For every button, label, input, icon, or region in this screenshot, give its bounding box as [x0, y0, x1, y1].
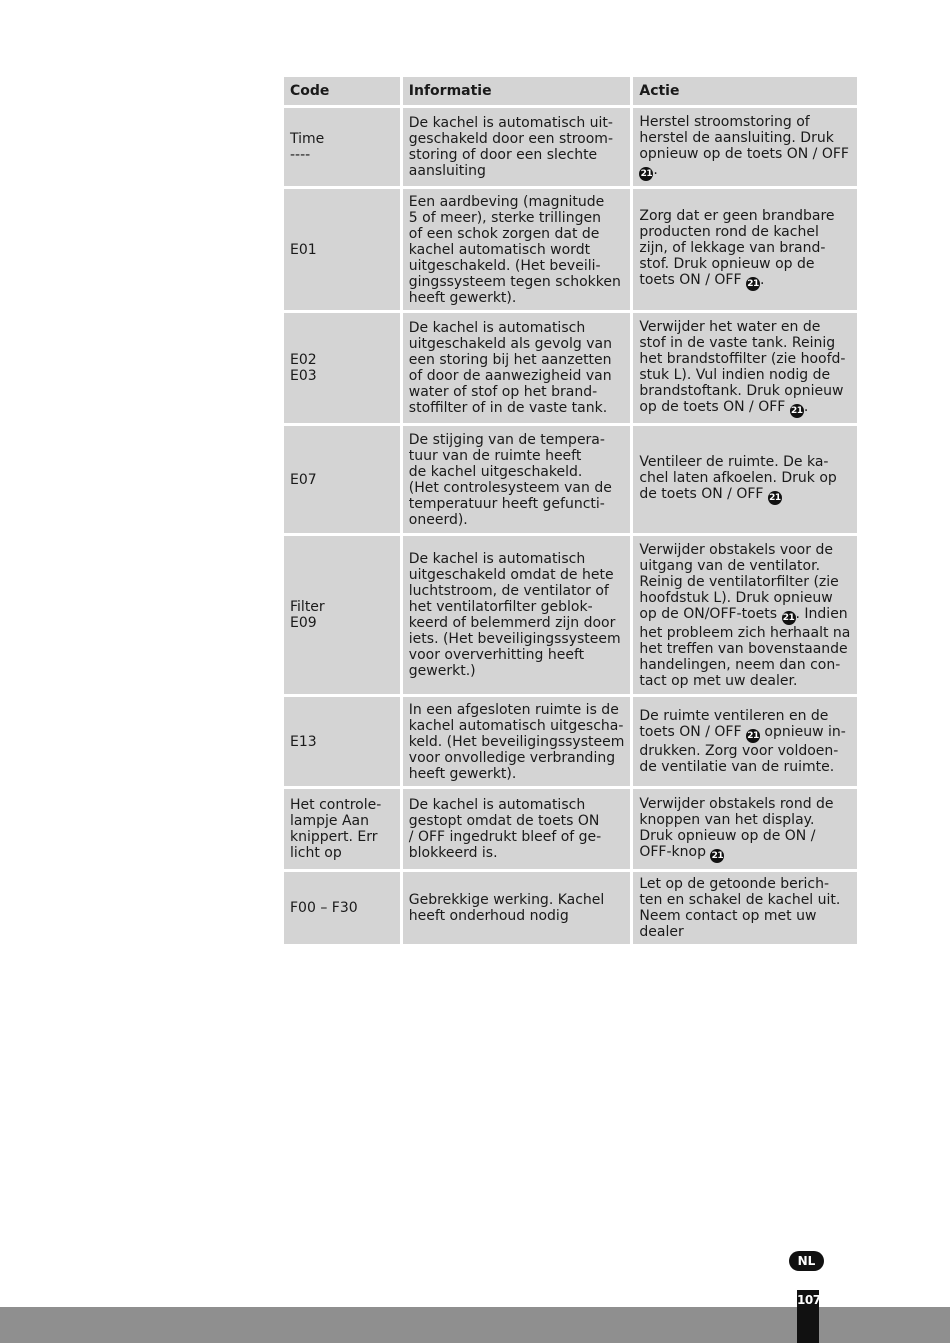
code-cell — [284, 697, 400, 786]
action-after-line: tact op met uw dealer. — [639, 672, 798, 689]
info-line: water of stof op het brand- — [408, 384, 598, 400]
header-code: Code — [284, 77, 400, 105]
language-badge: NL — [789, 1251, 824, 1271]
action-cell — [633, 536, 857, 694]
action-line — [639, 367, 851, 383]
action-text: Neem contact op met uw — [639, 908, 817, 924]
table-row — [284, 426, 857, 533]
button-21-reference-icon: 21 — [791, 405, 803, 416]
action-line — [639, 256, 851, 272]
action-text: Verwijder obstakels rond de — [639, 795, 834, 812]
info-cell — [403, 108, 631, 186]
info-line: voor onvolledige verbranding — [408, 749, 616, 766]
action-line — [639, 558, 851, 574]
action-text: Herstel stroomstoring of — [639, 113, 810, 130]
code-cell — [284, 313, 400, 423]
info-line: storing of door een slechte — [408, 147, 598, 163]
info-line: (Het controlesysteem van de — [408, 479, 612, 496]
info-cell — [403, 872, 631, 944]
action-line — [639, 399, 851, 418]
info-line: stoffilter of in de vaste tank. — [408, 400, 608, 416]
code-cell — [284, 189, 400, 310]
button-21-reference-icon: 21 — [711, 850, 724, 861]
action-line — [639, 844, 851, 863]
action-text: toets ON / OFF — [639, 272, 742, 288]
info-line: Een aardbeving (magnitude — [408, 193, 605, 210]
info-line: temperatuur heeft gefuncti- — [408, 495, 605, 512]
info-line: oneerd). — [408, 511, 468, 528]
info-cell — [403, 789, 631, 869]
code-line: lampje Aan — [290, 813, 369, 829]
action-text: op de toets ON / OFF — [639, 398, 786, 415]
action-line — [639, 383, 851, 399]
action-text: Verwijder obstakels voor de — [639, 541, 833, 558]
action-text: dealer — [639, 924, 684, 940]
info-line: De stijging van de tempera- — [408, 431, 605, 448]
code-cell — [284, 872, 400, 944]
button-21-reference-icon: 21 — [747, 731, 759, 741]
info-line: of door de aanwezigheid van — [408, 368, 612, 384]
info-line: geschakeld door een stroom- — [408, 131, 613, 147]
action-text: herstel de aansluiting. Druk — [639, 129, 834, 146]
info-line: In een afgesloten ruimte is de — [408, 701, 619, 718]
table-row — [284, 536, 857, 694]
action-text: OFF-knop — [639, 843, 706, 860]
action-line — [639, 812, 851, 828]
code-line: knippert. Err — [290, 829, 378, 845]
action-text: ten en schakel de kachel uit. — [639, 892, 841, 908]
action-line — [639, 574, 851, 590]
code-line: E03 — [290, 368, 317, 384]
code-line: E07 — [290, 471, 317, 488]
action-tail: . — [803, 398, 809, 415]
action-line — [639, 130, 851, 146]
info-cell — [403, 536, 631, 694]
info-line: de kachel uitgeschakeld. — [408, 463, 583, 480]
info-cell — [403, 313, 631, 423]
info-line: uitgeschakeld omdat de hete — [408, 567, 614, 583]
code-line: E09 — [290, 615, 317, 631]
info-line: heeft gewerkt). — [408, 289, 517, 306]
action-line — [639, 162, 851, 181]
action-line — [639, 542, 851, 558]
info-line: heeft onderhoud nodig — [408, 908, 569, 924]
action-cell — [633, 426, 857, 533]
action-cell — [633, 872, 857, 944]
action-text: De ruimte ventileren en de — [639, 708, 829, 724]
action-cell — [633, 108, 857, 186]
action-line — [639, 335, 851, 351]
info-line: De kachel is automatisch — [408, 797, 586, 813]
action-cell — [633, 697, 857, 786]
button-21-reference-icon: 21 — [640, 168, 653, 179]
info-line: blokkeerd is. — [408, 845, 498, 861]
code-line: E02 — [290, 352, 317, 368]
info-line: kachel automatisch uitgescha- — [408, 717, 624, 734]
table-row — [284, 697, 857, 786]
info-line: Gebrekkige werking. Kachel — [408, 892, 605, 908]
info-line: tuur van de ruimte heeft — [408, 447, 582, 464]
action-text: Ventileer de ruimte. De ka- — [639, 454, 829, 470]
table-row — [284, 872, 857, 944]
action-after-line: het probleem zich herhaalt na — [639, 624, 851, 641]
action-after-line: drukken. Zorg voor voldoen- — [639, 743, 839, 759]
code-line: licht op — [290, 845, 342, 861]
action-text: brandstoftank. Druk opnieuw — [639, 382, 844, 399]
action-cell — [633, 313, 857, 423]
action-text: stof. Druk opnieuw op de — [639, 256, 815, 272]
action-text: producten rond de kachel — [639, 224, 819, 240]
code-cell — [284, 426, 400, 533]
action-line — [639, 924, 851, 940]
action-tail: . — [759, 272, 765, 288]
header-informatie: Informatie — [403, 77, 631, 105]
action-line — [639, 272, 851, 291]
info-line: / OFF ingedrukt bleef of ge- — [408, 829, 602, 845]
code-cell — [284, 789, 400, 869]
info-line: gewerkt.) — [408, 663, 476, 679]
action-cell — [633, 789, 857, 869]
table-row — [284, 313, 857, 423]
action-text: hoofdstuk L). Druk opnieuw — [639, 589, 833, 606]
table-body — [284, 108, 857, 944]
action-line — [639, 454, 851, 470]
table-row — [284, 108, 857, 186]
header-actie: Actie — [633, 77, 857, 105]
code-line: Time — [290, 131, 325, 147]
info-line: uitgeschakeld. (Het beveili- — [408, 257, 601, 274]
action-text: knoppen van het display. — [639, 811, 815, 828]
action-after-line: handelingen, neem dan con- — [639, 656, 841, 673]
action-after-line: het treffen van bovenstaande — [639, 640, 848, 657]
info-line: gestopt omdat de toets ON — [408, 813, 600, 829]
info-line: De kachel is automatisch — [408, 551, 586, 567]
info-line: gingssysteem tegen schokken — [408, 273, 621, 290]
action-line — [639, 708, 851, 724]
action-line — [639, 796, 851, 812]
info-line: iets. (Het beveiligingssysteem — [408, 631, 621, 647]
info-line: De kachel is automatisch uit- — [408, 115, 613, 131]
action-text: Zorg dat er geen brandbare — [639, 208, 835, 224]
table-row — [284, 789, 857, 869]
info-cell — [403, 426, 631, 533]
action-text: Reinig de ventilatorfilter (zie — [639, 573, 839, 590]
info-line: uitgeschakeld als gevolg van — [408, 336, 612, 352]
action-cell — [633, 189, 857, 310]
action-line — [639, 351, 851, 367]
info-line: het ventilatorfilter geblok- — [408, 599, 593, 615]
action-tail: opnieuw in- — [759, 724, 846, 740]
action-tail: . — [653, 161, 658, 178]
action-text: stuk L). Vul indien nodig de — [639, 366, 831, 383]
code-line: F00 – F30 — [290, 900, 358, 916]
action-text: zijn, of lekkage van brand- — [639, 240, 826, 256]
action-after-line: de ventilatie van de ruimte. — [639, 759, 835, 775]
code-line: Het controle- — [290, 797, 382, 813]
info-line: kachel automatisch wordt — [408, 241, 591, 258]
action-line — [639, 240, 851, 256]
info-line: voor oververhitting heeft — [408, 647, 585, 663]
info-cell — [403, 189, 631, 310]
page-number: 107 — [797, 1290, 819, 1343]
action-line — [639, 486, 851, 505]
action-line — [639, 892, 851, 908]
code-line: E13 — [290, 733, 317, 750]
action-text: opnieuw op de toets ON / OFF — [639, 145, 849, 162]
button-21-reference-icon: 21 — [782, 612, 795, 623]
action-line — [639, 319, 851, 335]
info-line: 5 of meer), sterke trillingen — [408, 209, 601, 226]
button-21-reference-icon: 21 — [769, 493, 781, 503]
action-text: Verwijder het water en de — [639, 318, 821, 335]
code-line: Filter — [290, 599, 325, 615]
action-line — [639, 606, 851, 625]
code-cell — [284, 536, 400, 694]
code-line: ---- — [290, 147, 311, 163]
action-line — [639, 828, 851, 844]
action-line — [639, 724, 851, 743]
code-cell — [284, 108, 400, 186]
error-code-table — [281, 74, 860, 947]
info-line: of een schok zorgen dat de — [408, 225, 600, 242]
action-text: op de ON/OFF-toets — [639, 605, 778, 622]
action-text: uitgang van de ventilator. — [639, 557, 821, 574]
info-line: luchtstroom, de ventilator of — [408, 583, 609, 599]
action-line — [639, 224, 851, 240]
action-tail: . Indien — [795, 605, 848, 622]
action-line — [639, 590, 851, 606]
action-line — [639, 908, 851, 924]
action-line — [639, 470, 851, 486]
info-line: keerd of belemmerd zijn door — [408, 615, 616, 631]
action-text: chel laten afkoelen. Druk op — [639, 470, 837, 486]
info-line: De kachel is automatisch — [408, 320, 586, 336]
action-text: stof in de vaste tank. Reinig — [639, 334, 836, 351]
action-text: Let op de getoonde berich- — [639, 876, 830, 892]
info-line: een storing bij het aanzetten — [408, 352, 612, 368]
action-text: het brandstoffilter (zie hoofd- — [639, 350, 846, 367]
info-line: heeft gewerkt). — [408, 765, 517, 782]
info-line: aansluiting — [408, 163, 486, 179]
action-line — [639, 146, 851, 162]
action-text: Druk opnieuw op de ON / — [639, 827, 816, 844]
table-row — [284, 189, 857, 310]
info-line: keld. (Het beveiligingssysteem — [408, 733, 625, 750]
action-text: toets ON / OFF — [639, 724, 742, 740]
action-line — [639, 876, 851, 892]
table-header-row — [284, 77, 857, 105]
button-21-reference-icon: 21 — [747, 279, 759, 289]
action-line — [639, 114, 851, 130]
action-line — [639, 208, 851, 224]
info-cell — [403, 697, 631, 786]
action-text: de toets ON / OFF — [639, 486, 764, 502]
code-line: E01 — [290, 241, 317, 258]
